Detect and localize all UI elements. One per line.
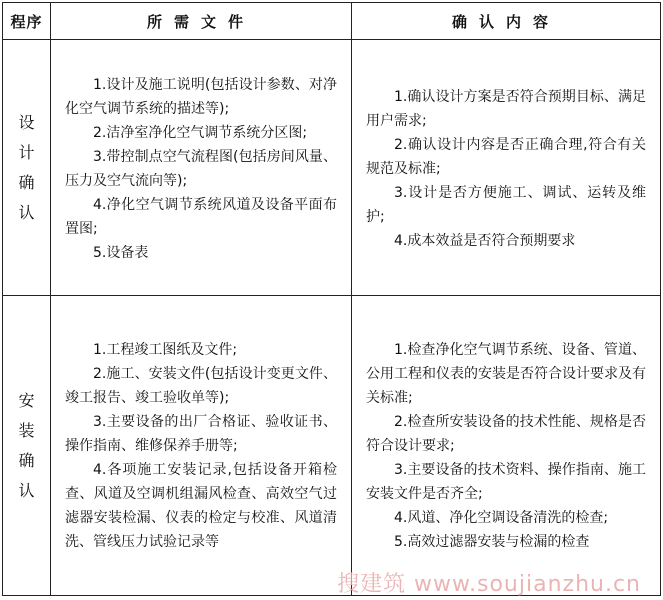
required-files-installation [51, 296, 352, 596]
list-item: 4.成本效益是否符合预期要求 [394, 232, 576, 249]
stage-char: 确 [18, 450, 35, 470]
stage-installation-confirmation [3, 296, 51, 596]
watermark: 搜建筑 www.soujianzhu.cn [337, 572, 641, 597]
list-item: 5.设备表 [93, 244, 149, 261]
confirmation-content-design [352, 40, 661, 296]
list-item: 2.检查所安装设备的技术性能、规格是否符合设计要求; [366, 413, 646, 454]
list-item: 1.工程竣工图纸及文件; [93, 341, 238, 358]
list-item: 3.主要设备的出厂合格证、验收证书、操作指南、维修保养手册等; [65, 413, 337, 454]
list-item: 2.洁净室净化空气调节系统分区图; [93, 124, 308, 141]
row-installation-confirmation [3, 296, 661, 596]
list-item: 3.设计是否方便施工、调试、运转及维护; [366, 184, 646, 225]
confirmation-table [2, 2, 661, 596]
stage-char: 计 [18, 142, 35, 162]
list-item: 1.确认设计方案是否符合预期目标、满足用户需求; [366, 88, 646, 129]
list-item: 5.高效过滤器安装与检漏的检查 [394, 533, 590, 550]
list-item: 3.主要设备的技术资料、操作指南、施工安装文件是否齐全; [366, 461, 646, 502]
list-item: 2.确认设计内容是否正确合理,符合有关规范及标准; [366, 136, 646, 177]
stage-char: 确 [18, 172, 35, 192]
header-confirmation-content: 确认内容 [352, 3, 661, 40]
stage-char: 认 [18, 480, 35, 500]
list-item: 1.检查净化空气调节系统、设备、管道、公用工程和仪表的安装是否符合设计要求及有关标准; [366, 341, 646, 406]
list-item: 4.各项施工安装记录,包括设备开箱检查、风道及空调机组漏风检查、高效空气过滤器安装检漏、仪表的检定与校准、风道清洗、管线压力试验记录等 [65, 461, 337, 550]
header-stage: 程序 [3, 3, 51, 40]
stage-char: 安 [18, 390, 35, 410]
stage-design-confirmation [3, 40, 51, 296]
stage-char: 装 [18, 420, 35, 440]
list-item: 1.设计及施工说明(包括设计参数、对净化空气调节系统的描述等); [65, 76, 337, 117]
list-item: 4.风道、净化空调设备清洗的检查; [394, 509, 609, 526]
list-item: 3.带控制点空气流程图(包括房间风量、压力及空气流向等); [65, 148, 337, 189]
confirmation-content-installation [352, 296, 661, 596]
row-design-confirmation [3, 40, 661, 296]
stage-char: 设 [18, 112, 35, 132]
required-files-design [51, 40, 352, 296]
list-item: 2.施工、安装文件(包括设计变更文件、竣工报告、竣工验收单等); [65, 365, 337, 406]
stage-char: 认 [18, 202, 35, 222]
header-required-files: 所需文件 [51, 3, 352, 40]
list-item: 4.净化空气调节系统风道及设备平面布置图; [65, 196, 337, 237]
header-row [3, 3, 661, 40]
